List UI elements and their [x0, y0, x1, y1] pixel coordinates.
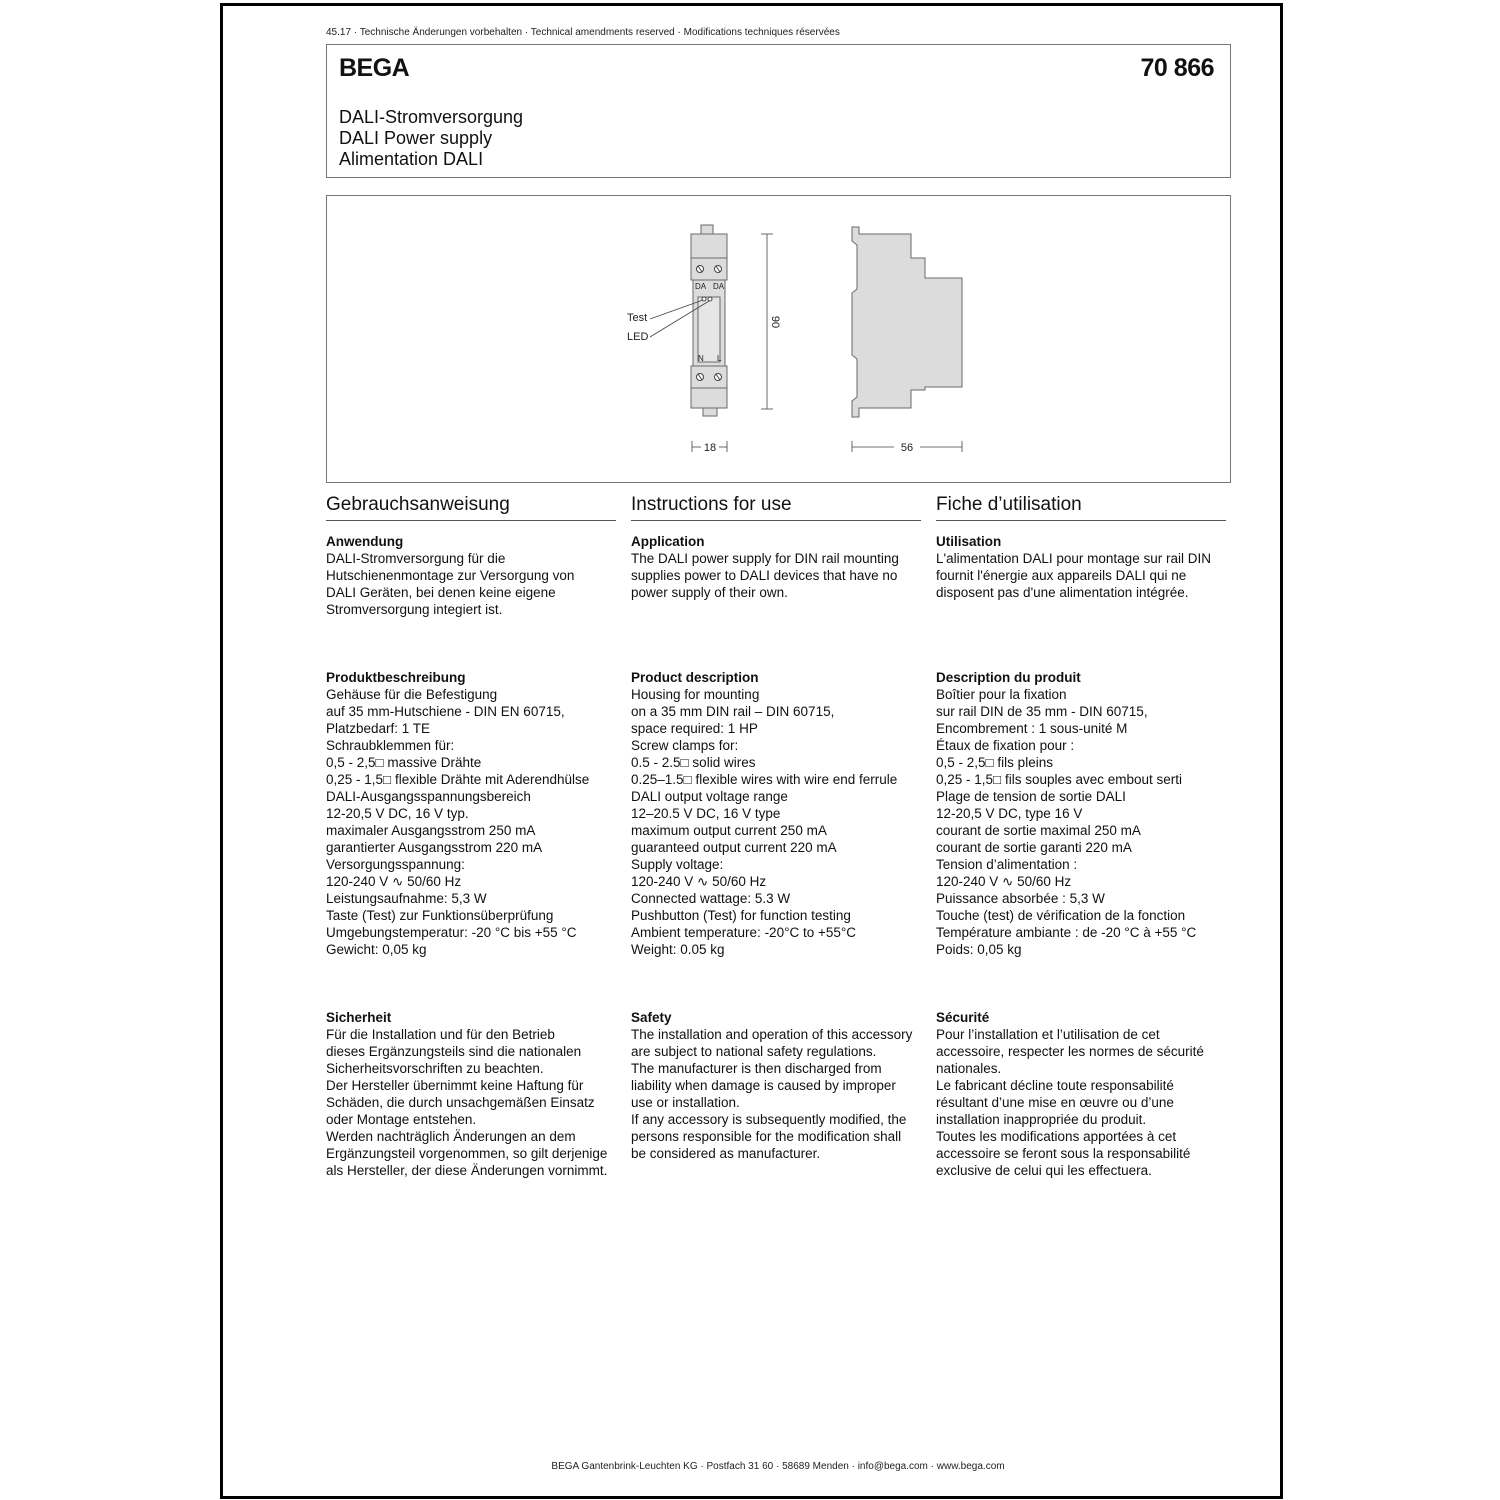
footer	[0, 1461, 1500, 1472]
section-product-description: Product description Housing for mounting on a 35 mm DIN rail – DIN 60715, space required: 1 HP Screw clamps for: 0.5 - 2.5□ solid wires 0.25–1.5□ flexible wires with wire end ferrule DALI output voltage range 12–20.5 V DC, 16 V type maximum output current 250 mA guaranteed output current 220 mA Supply voltage: 120-240 V ∿ 50/60 Hz Connected wattage: 5.3 W Pushbutton (Test) for function testing Ambient temperature: -20°C to +55°C Weight: 0.05 kg	[631, 670, 898, 957]
section-product-description: Produktbeschreibung Gehäuse für die Befestigung auf 35 mm-Hutschiene - DIN EN 60715, Platzbedarf: 1 TE Schraubklemmen für: 0,5 - 2,5□ massive Drähte 0,25 - 1,5□ flexible Drähte mit Aderendhülse DALI-Ausgangsspannungsbereich 12-20,5 V DC, 16 V typ. maximaler Ausgangsstrom 250 mA garantierter Ausgangsstrom 220 mA Versorgungsspannung: 120-240 V ∿ 50/60 Hz Leistungsaufnahme: 5,3 W Taste (Test) zur Funktionsüberprüfung Umgebungstemperatur: -20 °C bis +55 °C Gewicht: 0,05 kg	[326, 670, 590, 957]
test-label: Test	[627, 312, 648, 324]
column-heading: Fiche d’utilisation	[936, 494, 1226, 521]
technical-drawing	[326, 195, 1231, 483]
column-de	[326, 494, 616, 1178]
terminal-da-left: DA	[695, 282, 707, 291]
revision-note: 45.17 · Technische Änderungen vorbehalten · Technical amendments reserved · Modifications techniques réservées	[326, 27, 840, 38]
side-view-housing	[852, 227, 962, 417]
header-box	[326, 44, 1231, 178]
drawing-svg	[327, 196, 1230, 482]
top-clip	[701, 225, 713, 234]
column-fr	[936, 494, 1226, 1178]
bottom-clip	[703, 408, 717, 416]
terminal-l: L	[717, 354, 722, 363]
section-safety: Sicherheit Für die Installation und für den Betrieb dieses Ergänzungsteils sind die nationalen Sicherheitsvorschriften zu beachten. Der Hersteller übernimmt keine Haftung für Schäden, die durch unsachgemäßen Einsatz oder Montage entstehen. Werden nachträglich Änderungen an dem Ergänzungsteil vorgenommen, so gilt derjenige als Hersteller, der diese Änderungen vornimmt.	[326, 1010, 608, 1178]
terminal-da-right: DA	[713, 282, 725, 291]
dim-depth: 56	[900, 442, 914, 454]
column-heading: Gebrauchsanweisung	[326, 494, 616, 521]
title-fr: Alimentation DALI	[339, 149, 484, 169]
footer-address: BEGA Gantenbrink-Leuchten KG · Postfach 31 60 · 58689 Menden · info@bega.com · www.bega.com	[551, 1461, 1005, 1472]
front-window	[698, 297, 720, 362]
dim-width: 18	[703, 442, 717, 454]
led-icon	[708, 297, 712, 301]
section-product-description: Description du produit Boîtier pour la fixation sur rail DIN de 35 mm - DIN 60715, Encombrement : 1 sous-unité M Étaux de fixation pour : 0,5 - 2,5□ fils pleins 0,25 - 1,5□ fils souples avec embout serti Plage de tension de sortie DALI 12-20,5 V DC, type 16 V courant de sortie maximal 250 mA courant de sortie garanti 220 mA Tension d’alimentation : 120-240 V ∿ 50/60 Hz Puissance absorbée : 5,3 W Touche (test) de vérification de la fonction Température ambiante : de -20 °C à +55 °C Poids: 0,05 kg	[936, 670, 1197, 957]
title-de: DALI-Stromversorgung	[339, 107, 524, 127]
top-block	[691, 234, 727, 258]
section-application: Utilisation L'alimentation DALI pour montage sur rail DIN fournit l'énergie aux appareils DALI qui ne disposent pas d'une alimentation intégrée.	[936, 534, 1211, 600]
column-en	[631, 494, 921, 1161]
led-label: LED	[627, 331, 649, 343]
section-application: Application The DALI power supply for DIN rail mounting supplies power to DALI devices that have no power supply of their own.	[631, 534, 899, 600]
section-safety: Safety The installation and operation of this accessory are subject to national safety regulations. The manufacturer is then discharged from liability when damage is caused by improper use or installation. If any accessory is subsequently modified, the persons responsible for the modification shall be considered as manufacturer.	[631, 1010, 913, 1161]
section-application: Anwendung DALI-Stromversorgung für die Hutschienenmontage zur Versorgung von DALI Geräten, bei denen keine eigene Stromversorgung integiert ist.	[326, 534, 575, 617]
article-number: 70 866	[1140, 54, 1214, 82]
section-safety: Sécurité Pour l’installation et l’utilisation de cet accessoire, respecter les normes de sécurité nationales. Le fabricant décline toute responsabilité résultant d’une mise en œuvre ou d’une installation inappropriée du produit. Toutes les modifications apportées à cet accessoire se feront sous la responsabilité exclusive de celui qui les effectuera.	[936, 1010, 1204, 1178]
dim-height: 90	[769, 315, 781, 329]
terminal-n: N	[698, 354, 704, 363]
column-heading: Instructions for use	[631, 494, 921, 521]
title-en: DALI Power supply	[339, 128, 493, 148]
bottom-block	[691, 388, 727, 408]
brand-logo: BEGA	[339, 54, 410, 82]
